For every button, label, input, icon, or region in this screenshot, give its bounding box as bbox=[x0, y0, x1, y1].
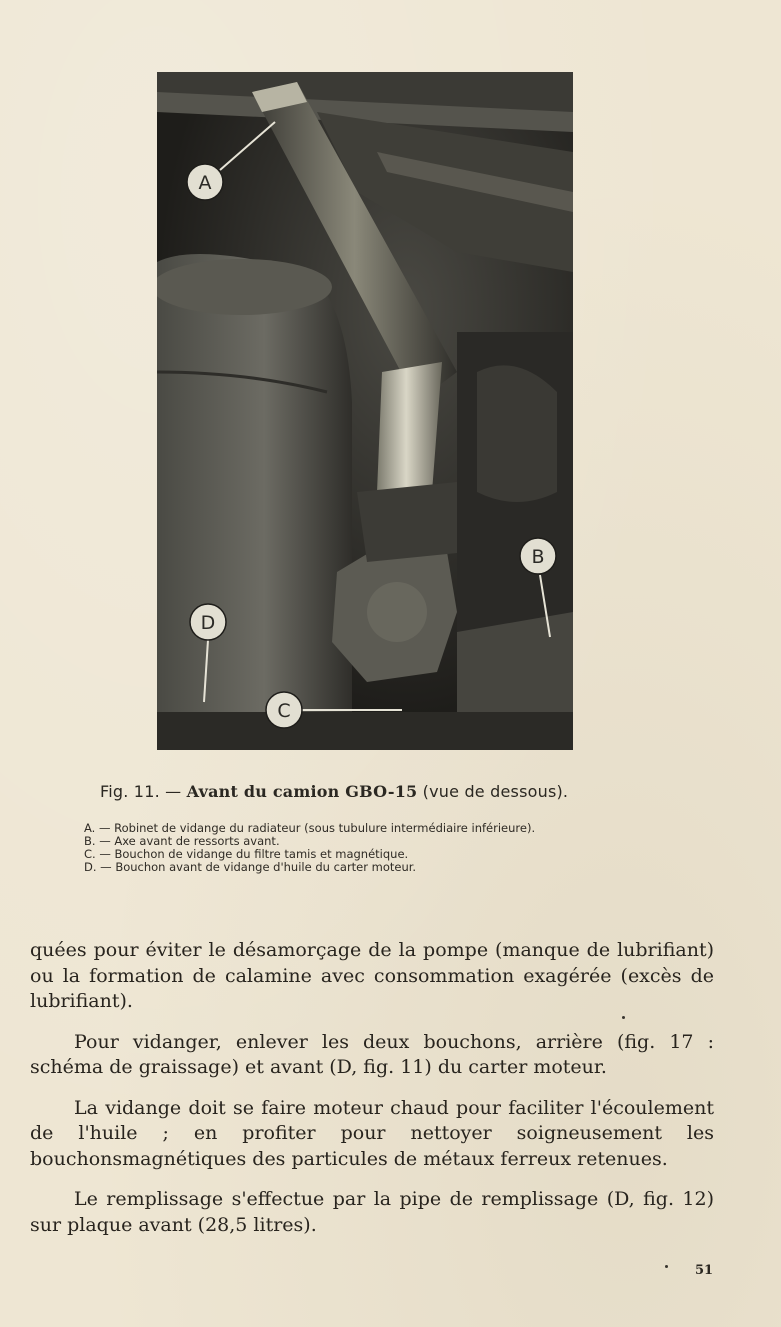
paragraph: Le remplissage s'effectue par la pipe de remplissage (D, fig. 12) sur plaque avant (28,5 litres). bbox=[30, 1188, 714, 1236]
legend-item: B. — Axe avant de ressorts avant. bbox=[84, 834, 280, 848]
legend-item: A. — Robinet de vidange du radiateur (sous tubulure intermédiaire inférieure). bbox=[84, 821, 536, 835]
figure-caption bbox=[100, 782, 660, 801]
ink-speck bbox=[665, 1265, 668, 1268]
callout-c-label: C bbox=[277, 700, 291, 722]
paragraph: quées pour éviter le désamorçage de la pompe (manque de lubrifiant) ou la formation de calamine avec consommation exagérée (excès de lubrifiant). bbox=[30, 939, 714, 1012]
page-number: 51 bbox=[695, 1263, 714, 1278]
caption-suffix: (vue de dessous). bbox=[422, 782, 569, 801]
caption-title: Avant du camion GBO-15 bbox=[186, 782, 418, 801]
truck-underside-photo bbox=[157, 72, 573, 750]
legend-item: C. — Bouchon de vidange du filtre tamis et magnétique. bbox=[84, 847, 409, 861]
paragraph: Pour vidanger, enlever les deux bouchons, arrière (fig. 17 : schéma de graissage) et avant (D, fig. 11) du carter moteur. bbox=[30, 1030, 714, 1078]
paragraph: La vidange doit se faire moteur chaud pour faciliter l'écoulement de l'huile ; en profiter pour nettoyer soigneusement les bouchonsmagnétiques des particules de métaux ferreux retenues. bbox=[30, 1096, 714, 1170]
callout-a-label: A bbox=[198, 172, 212, 194]
caption-prefix: Fig. 11. — bbox=[100, 782, 182, 801]
callout-d-label: D bbox=[200, 612, 216, 634]
figure-legend bbox=[84, 822, 684, 874]
callout-b-label: B bbox=[531, 546, 545, 568]
ink-speck bbox=[622, 1016, 625, 1019]
figure-photo bbox=[157, 72, 573, 750]
legend-item: D. — Bouchon avant de vidange d'huile du carter moteur. bbox=[84, 860, 417, 874]
body-text bbox=[30, 938, 714, 1253]
